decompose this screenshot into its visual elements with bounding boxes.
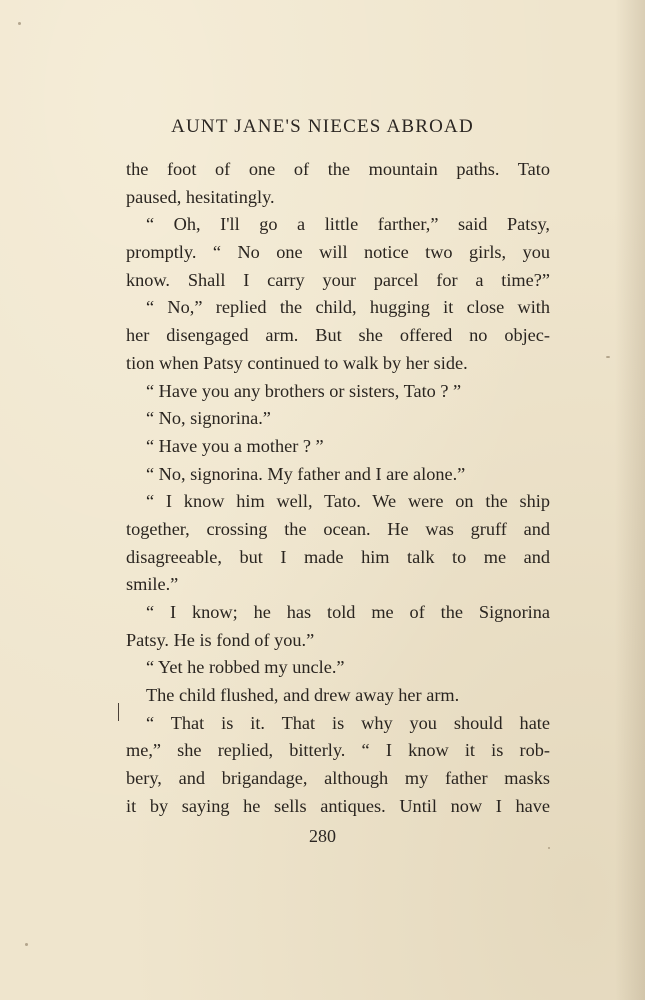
text-line: together, crossing the ocean. He was gruff and (126, 518, 550, 539)
text-line: “ Oh, I'll go a little farther,” said Patsy, (146, 214, 550, 235)
page-number: 280 (309, 826, 336, 846)
text-line: “ No, signorina. My father and I are alone.” (146, 463, 466, 484)
body-text (126, 156, 550, 821)
text-line: “ I know him well, Tato. We were on the ship (146, 491, 550, 512)
text-line: me,” she replied, bitterly. “ I know it is rob- (126, 740, 550, 761)
text-line: disagreeable, but I made him talk to me and (126, 546, 550, 567)
running-head: AUNT JANE'S NIECES ABROAD (171, 116, 474, 137)
text-line: tion when Patsy continued to walk by her side. (126, 352, 468, 373)
text-line: her disengaged arm. But she offered no objec- (126, 325, 550, 346)
text-line: “ Have you a mother ? ” (146, 435, 324, 456)
paper-speck (18, 22, 21, 25)
text-line: it by saying he sells antiques. Until now I have (126, 795, 550, 816)
text-line: “ I know; he has told me of the Signorina (146, 602, 550, 622)
text-line: the foot of one of the mountain paths. Tato (126, 159, 550, 179)
page-edge-shadow (615, 0, 645, 1000)
text-line: smile.” (126, 574, 179, 595)
paper-speck (606, 356, 610, 358)
text-line: “ No, signorina.” (146, 408, 271, 429)
text-line: know. Shall I carry your parcel for a time?” (126, 269, 550, 290)
text-line: “ Yet he robbed my uncle.” (146, 657, 345, 678)
text-line: bery, and brigandage, although my father masks (126, 768, 550, 789)
text-line: “ No,” replied the child, hugging it close with (146, 297, 550, 318)
text-line: The child flushed, and drew away her arm. (146, 685, 460, 706)
paper-speck (25, 943, 28, 946)
text-line: Patsy. He is fond of you.” (126, 629, 315, 650)
text-line: paused, hesitatingly. (126, 186, 275, 207)
text-line: promptly. “ No one will notice two girls, you (126, 242, 550, 263)
text-line: “ Have you any brothers or sisters, Tato ? ” (146, 380, 462, 401)
paper-speck (548, 847, 550, 849)
margin-mark (118, 703, 119, 721)
text-line: “ That is it. That is why you should hate (146, 712, 550, 733)
